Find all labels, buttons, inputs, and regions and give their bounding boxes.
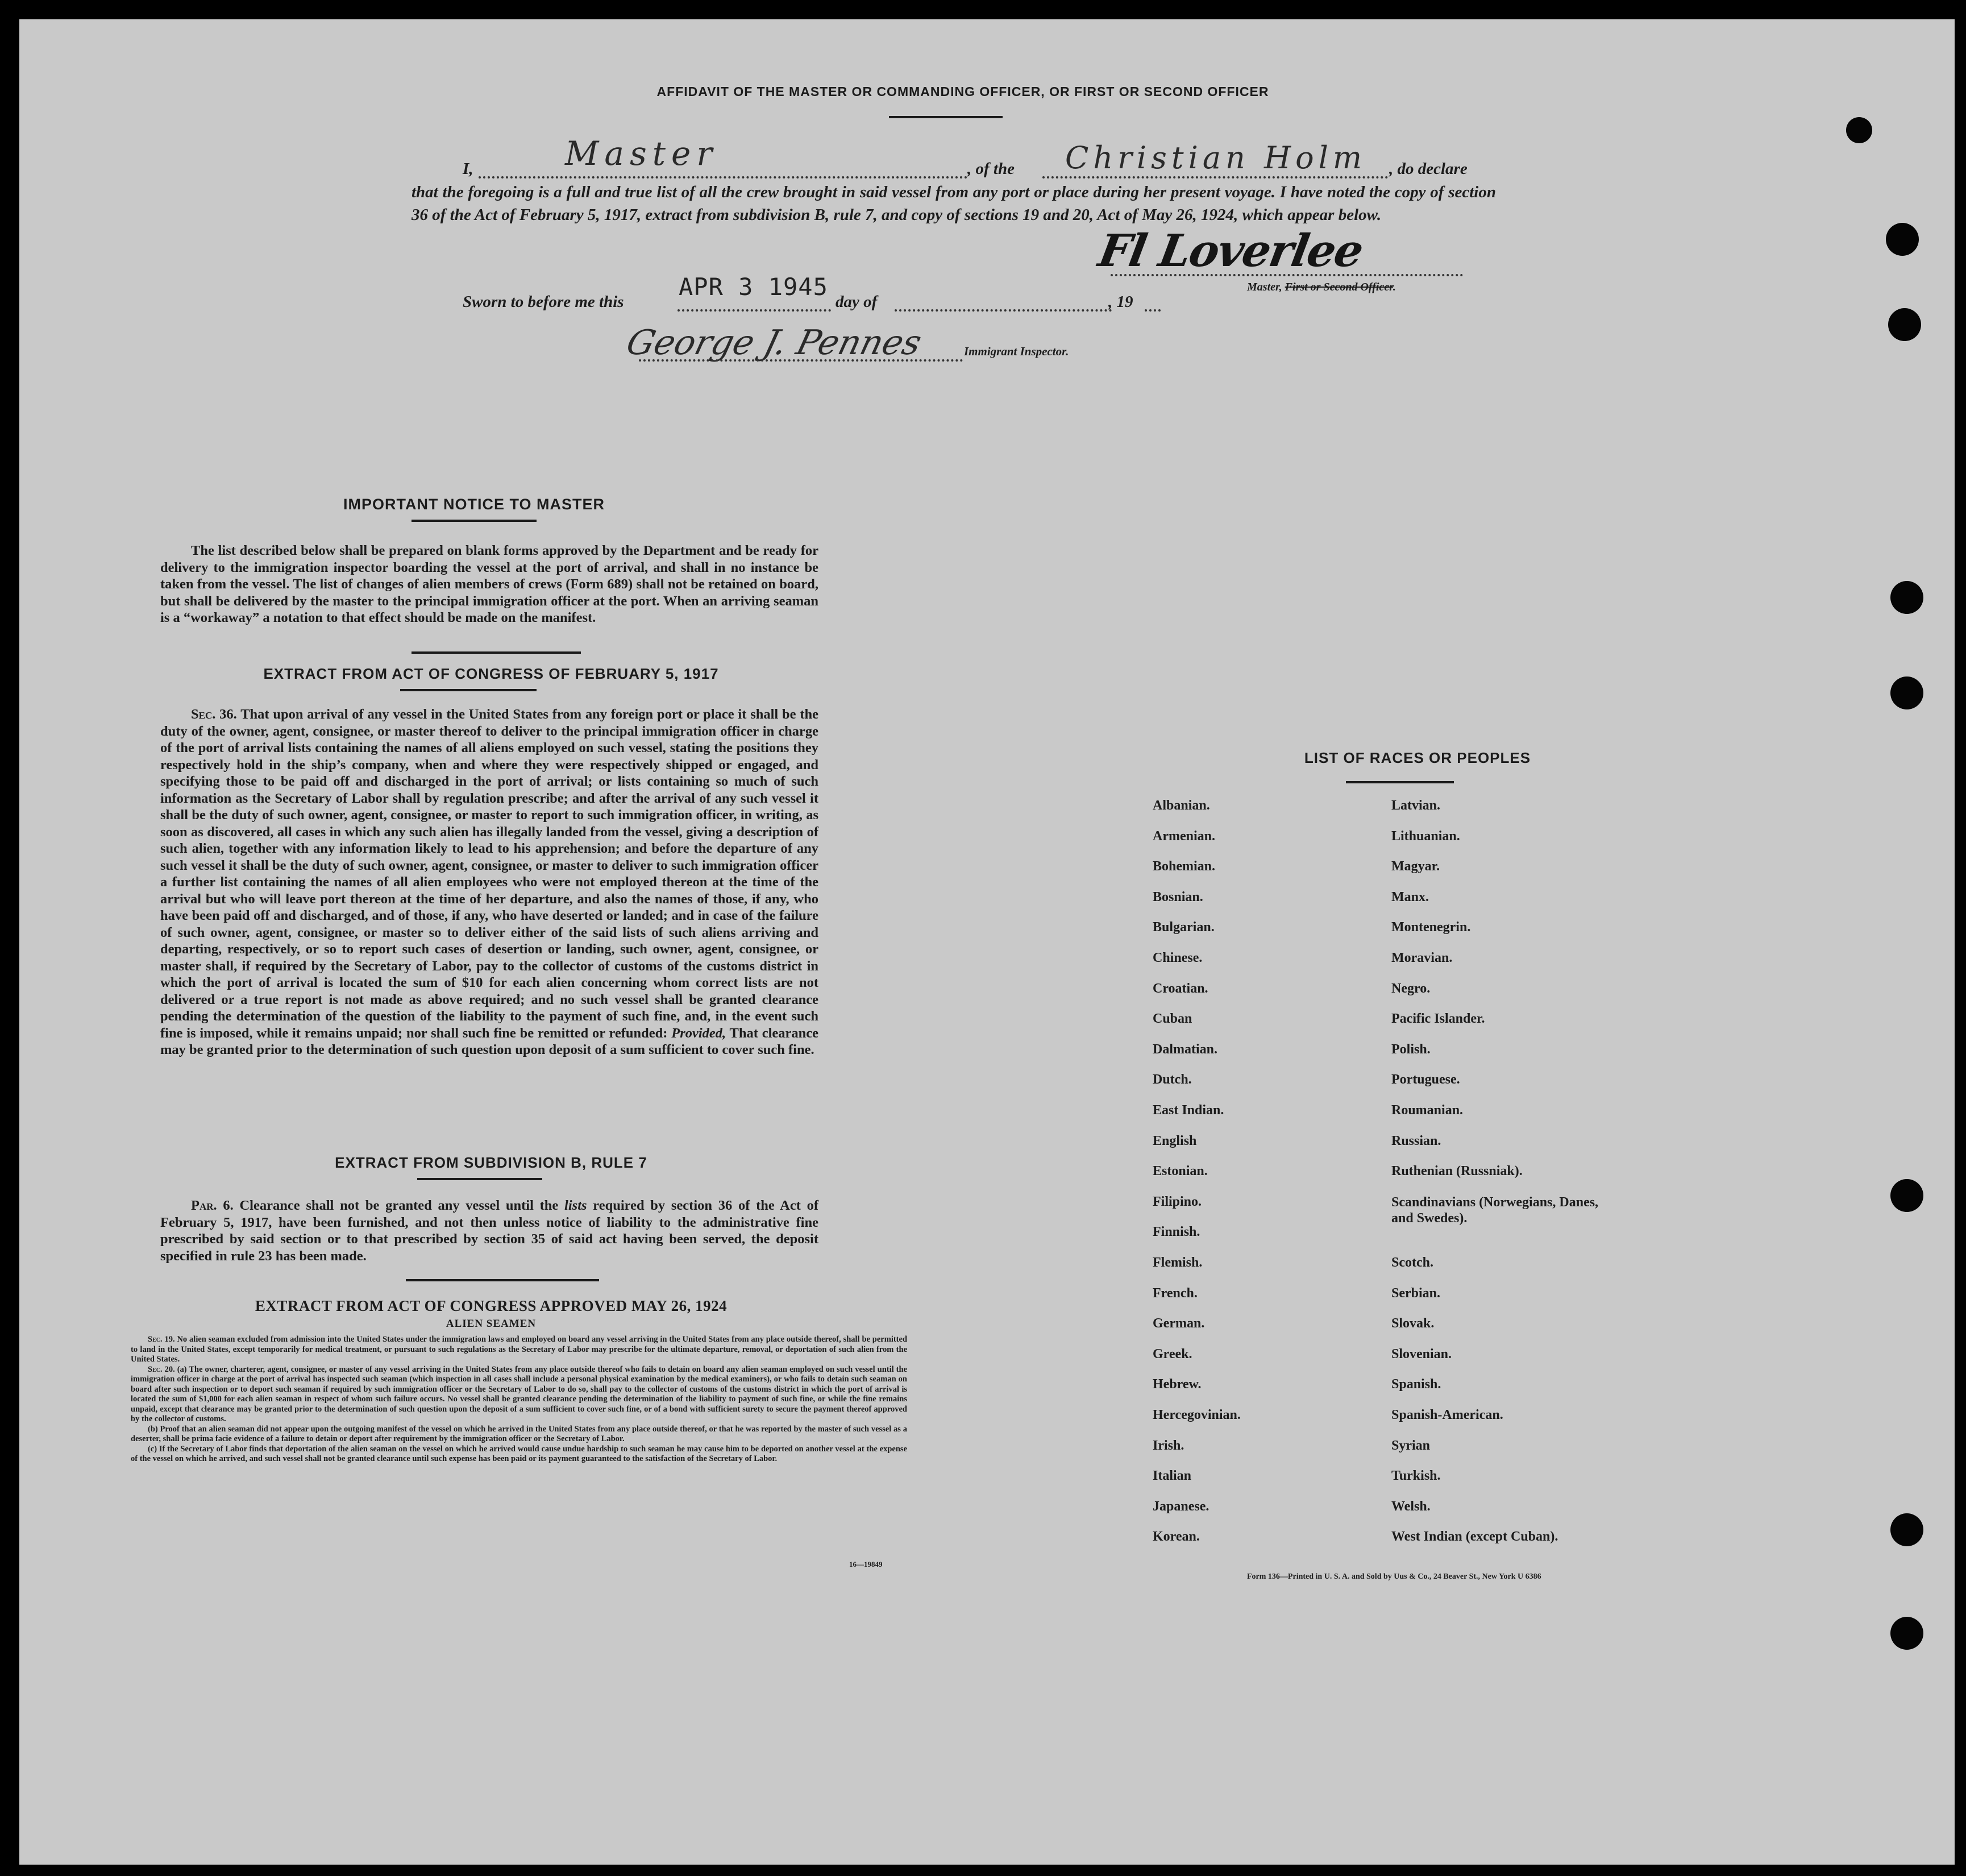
of-the-label: , of the — [967, 160, 1015, 178]
binder-hole-4 — [1890, 581, 1923, 614]
race-item-left: Japanese. — [1153, 1499, 1209, 1514]
race-item-left: Albanian. — [1153, 798, 1210, 813]
subdivision-b-text — [160, 1197, 818, 1264]
race-item-right: Pacific Islander. — [1391, 1011, 1485, 1027]
race-item-right: Slovenian. — [1391, 1346, 1452, 1362]
race-item-left: Irish. — [1153, 1438, 1184, 1453]
race-item-right: Slovak. — [1391, 1316, 1435, 1331]
race-item-left: English — [1153, 1133, 1197, 1148]
race-item-left: Korean. — [1153, 1529, 1200, 1545]
race-item-left: Hercegovinian. — [1153, 1408, 1241, 1422]
race-item-right: Negro. — [1391, 981, 1431, 996]
binder-hole-2 — [1886, 223, 1919, 256]
extract-1917-title: EXTRACT FROM ACT OF CONGRESS OF FEBRUARY 5, 1917 — [263, 665, 719, 682]
race-item-right: Turkish. — [1391, 1468, 1441, 1484]
notice-divider — [412, 651, 581, 654]
notice-text — [160, 542, 818, 626]
binder-hole-6 — [1890, 1179, 1923, 1212]
subdivision-b-rule — [417, 1178, 542, 1180]
signature-line — [1111, 274, 1463, 276]
race-item-left: French. — [1153, 1285, 1198, 1301]
race-item-left: Hebrew. — [1153, 1377, 1202, 1392]
master-caption-prefix: Master, — [1247, 281, 1285, 293]
affidavit-title: AFFIDAVIT OF THE MASTER OR COMMANDING OFFICER, OR FIRST OR SECOND OFFICER — [656, 84, 1269, 99]
race-item-right: Portuguese. — [1391, 1072, 1460, 1088]
document-sheet — [19, 19, 1955, 1865]
race-item-left: Cuban — [1153, 1011, 1192, 1027]
race-item-right: Montenegrin. — [1391, 920, 1471, 935]
race-item-right: Scandinavians (Norwegians, Danes, and Swedes). — [1391, 1194, 1599, 1226]
sec-36-body-end: That clearance may be granted prior to the determination of such question upon deposit of a sum sufficient to cover such fine. — [160, 1025, 818, 1057]
sworn-date-stamp: APR 3 1945 — [679, 273, 828, 301]
race-item-right: Magyar. — [1391, 859, 1440, 874]
master-signature: Fl Loverlee — [1094, 225, 1366, 277]
sec-19-text: No alien seaman excluded from admission into the United States under the immigration laws and employed on board any vessel arriving in the United States from any place outside thereof, shall be permitted to land in the United States, except temporarily for medical treatment, or pursuant to such regulations as the Secretary of Labor may prescribe for the ultimate departure, removal, or deportation of such alien from the United States. — [131, 1335, 908, 1364]
race-item-right: Spanish-American. — [1391, 1408, 1503, 1422]
sworn-label: Sworn to before me this — [463, 293, 624, 311]
extract-1924-title: EXTRACT FROM ACT OF CONGRESS APPROVED MAY 26, 1924 — [255, 1297, 728, 1314]
binder-hole-1 — [1846, 117, 1872, 143]
race-item-left: Bohemian. — [1153, 859, 1216, 874]
race-item-left: Croatian. — [1153, 981, 1208, 996]
inspector-line — [639, 359, 963, 362]
alien-seamen-subtitle: ALIEN SEAMEN — [446, 1318, 537, 1330]
affidavit-body: that the foregoing is a full and true list of all the crew brought in said vessel from any port or place during her present voyage. I have noted the copy of section 36 of the Act of February 5, 1917, extract from subdivision B, rule 7, and copy of sections 19 and 20, Act of May 26, 1924, which appear below. — [412, 183, 1496, 224]
race-item-right: Scotch. — [1391, 1255, 1433, 1270]
lists-word: lists — [564, 1198, 587, 1213]
year-label: , 19 — [1108, 293, 1133, 311]
notice-text-body: The list described below shall be prepared on blank forms approved by the Department and be ready for delivery to the immigration inspector boarding the vessel at the port of arrival, and shall in no instance be taken from the vessel. The list of changes of alien members of crews (Form 689) shall not be retained on board, but shall be delivered by the master to the principal immigration officer at the port. When an arriving seaman is a “workaway” a notation to that effect should be made on the manifest. — [160, 543, 818, 625]
race-item-left: Filipino. — [1153, 1194, 1202, 1209]
master-field-value: Master — [565, 134, 718, 173]
race-item-left: Greek. — [1153, 1346, 1192, 1362]
race-item-left: Bosnian. — [1153, 889, 1203, 904]
form-footer: Form 136—Printed in U. S. A. and Sold by Uus & Co., 24 Beaver St., New York U 6386 — [1247, 1572, 1541, 1581]
subdivision-b-title: EXTRACT FROM SUBDIVISION B, RULE 7 — [335, 1154, 647, 1171]
sec-20c-text: (c) If the Secretary of Labor finds that deportation of the alien seaman on the vessel on which he arrived would cause undue hardship to such seaman he may cause him to be deported on another vessel at the expense of the vessel on which he arrived, and such vessel shall not be granted clearance until such expense has been paid or its payment guaranteed to the satisfaction of the Secretary of Labor. — [131, 1444, 907, 1463]
par-6-text-a: Clearance shall not be granted any vessel until the — [239, 1198, 559, 1213]
race-item-left: Flemish. — [1153, 1255, 1203, 1270]
sworn-date-line — [677, 309, 831, 312]
notice-title: IMPORTANT NOTICE TO MASTER — [343, 496, 605, 513]
day-of-label: day of — [836, 293, 878, 311]
race-item-right: Syrian — [1391, 1438, 1431, 1453]
races-title: LIST OF RACES OR PEOPLES — [1304, 749, 1531, 766]
race-item-right: Welsh. — [1391, 1499, 1431, 1514]
subdivision-b-divider — [406, 1279, 599, 1281]
extract-1917-rule — [400, 689, 537, 691]
races-rule — [1346, 781, 1454, 783]
master-field-line — [479, 176, 967, 179]
sec-36-body: That upon arrival of any vessel in the United States from any foreign port or place it shall be the duty of the owner, agent, consignee, or master thereof to deliver to the principal immigration officer in charge of the port of arrival lists containing the names of all aliens employed on such vessel, stating the positions they respectively hold in the ship’s company, when and where they were respectively shipped or engaged, and specifying those to be paid off and discharged in the port of arrival; or lists containing so much of such information as the Secretary of Labor shall by regulation prescribe; and after the arrival of any such vessel it shall be the duty of such owner, agent, consignee, or master to report to such immigration officer, in writing, as soon as discovered, all cases in which any such alien has illegally landed from the vessel, giving a description of such alien, together with any information likely to lead to his apprehension; and before the departure of any such vessel it shall be the duty of such owner, agent, consignee, or master to deliver to such immigration officer a further list containing the names of all alien employees who were not employed thereon at the time of the arrival but who will leave port thereon at the time of her departure, and also the names of those, if any, who have been paid off and discharged, and of those, if any, who have deserted or landed; and in case of the failure of such owner, agent, consignee, or master so to deliver either of the said lists of such aliens arriving and departing, respectively, or so to report such cases of desertion or landing, such owner, agent, consignee, or master shall, if required by the Secretary of Labor, pay to the collector of customs of the customs district in which the port of arrival is located the sum of $10 for each alien concerning whom correct lists are not delivered or a true report is not made as above required; and no such vessel shall be granted clearance pending the determination of the question of the liability to the payment of such fine, and, in the event such fine is imposed, while it remains unpaid; nor shall such fine be remitted or refunded: — [160, 707, 818, 1041]
race-item-left: Estonian. — [1153, 1164, 1208, 1179]
master-caption-struck: First or Second Officer — [1285, 281, 1393, 293]
declare-label: , do declare — [1389, 160, 1468, 178]
race-item-left: Chinese. — [1153, 951, 1203, 965]
sec-20-label: Sec. 20. — [148, 1364, 175, 1374]
binder-hole-3 — [1888, 308, 1921, 341]
race-item-left: Finnish. — [1153, 1225, 1200, 1240]
race-item-right: Manx. — [1391, 889, 1429, 904]
extract-1924-text — [131, 1335, 907, 1464]
form-code: 16—19849 — [849, 1560, 883, 1568]
sec-19-label: Sec. 19. — [148, 1335, 175, 1344]
title-rule — [889, 116, 1003, 118]
sec-20a-text: (a) The owner, charterer, agent, consignee, or master of any vessel arriving in the United States from any place outside thereof who fails to detain on board any alien seaman employed on such vessel until the immigration officer in charge at the port of arrival has inspected such seaman (which inspection in all cases shall include a personal physical examination by the medical examiners), or who fails to detain such seaman on board after such inspection or to deport such seaman if required by such immigration officer or the Secretary of Labor to do so, shall pay to the collector of customs of the customs district in which the port of arrival is located the sum of $1,000 for each alien seaman in respect of whom such failure occurs. No vessel shall be granted clearance pending the determination of the liability to payment of such fine, or while the fine remains unpaid, except that clearance may be granted prior to the determination of such question upon the deposit of a sum sufficient to cover such fine, or of a bond with sufficient surety to secure the payment thereof approved by the collector of customs. — [131, 1364, 907, 1423]
affidavit-i-label: I, — [463, 160, 473, 178]
proviso-word: Provided, — [671, 1025, 726, 1041]
binder-hole-7 — [1890, 1513, 1923, 1546]
race-item-left: Dutch. — [1153, 1072, 1192, 1088]
race-item-right: Latvian. — [1391, 798, 1441, 813]
race-item-left: Armenian. — [1153, 828, 1215, 844]
race-item-right: Moravian. — [1391, 951, 1453, 965]
master-caption-end: . — [1393, 281, 1396, 293]
master-caption — [1247, 281, 1396, 294]
notice-rule — [412, 520, 537, 522]
race-item-left: German. — [1153, 1316, 1205, 1331]
vessel-name-value: Christian Holm — [1065, 140, 1367, 176]
race-item-left: Dalmatian. — [1153, 1041, 1217, 1057]
race-item-right: Roumanian. — [1391, 1103, 1464, 1118]
race-item-right: Spanish. — [1391, 1377, 1441, 1392]
race-item-left: Italian — [1153, 1468, 1192, 1484]
inspector-signature: George J. Pennes — [622, 323, 926, 363]
par-6-text-b: required by section 36 of the Act of February 5, 1917, have been furnished, and not then unless notice of liability to the administrative fine prescribed by said section or to that prescribed by section 35 of said act having been served, the deposit specified in rule 23 has been made. — [160, 1198, 819, 1264]
race-item-right: Polish. — [1391, 1041, 1431, 1057]
sec-20b-text: (b) Proof that an alien seaman did not appear upon the outgoing manifest of the vessel on which he arrived in the United States from any place outside thereof, or that he was reported by the master of such vessel as a deserter, shall be prima facie evidence of a failure to detain or deport after requirement by the immigration officer or the Secretary of Labor. — [131, 1424, 907, 1443]
vessel-field-line — [1042, 176, 1388, 179]
race-item-left: East Indian. — [1153, 1103, 1224, 1118]
par-6-label: Par. 6. — [191, 1198, 234, 1213]
race-item-right: Lithuanian. — [1391, 828, 1460, 844]
month-line — [895, 309, 1112, 312]
race-item-right: West Indian (except Cuban). — [1391, 1529, 1558, 1545]
race-item-right: Serbian. — [1391, 1285, 1441, 1301]
year-line — [1145, 309, 1161, 312]
sec-36-label: Sec. 36. — [191, 707, 237, 722]
race-item-left: Bulgarian. — [1153, 920, 1215, 935]
binder-hole-8 — [1890, 1617, 1923, 1650]
extract-1917-text — [160, 706, 818, 1059]
race-item-right: Ruthenian (Russniak). — [1391, 1164, 1523, 1179]
race-item-right: Russian. — [1391, 1133, 1441, 1148]
inspector-caption: Immigrant Inspector. — [964, 345, 1069, 358]
binder-hole-5 — [1890, 676, 1923, 709]
